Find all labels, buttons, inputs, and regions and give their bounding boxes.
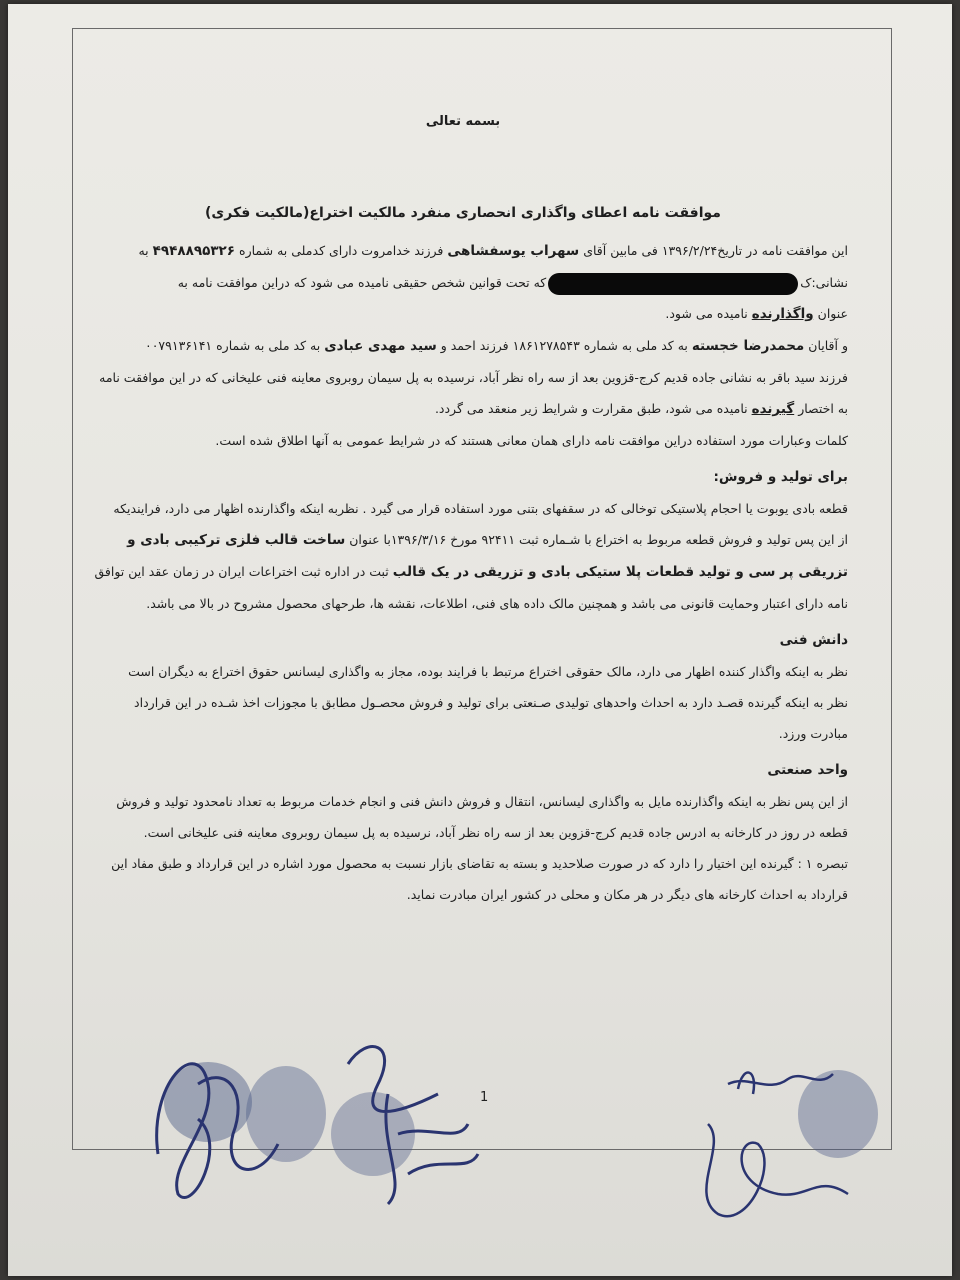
section-industrial-line-1: از این پس نظر به اینکه واگذارنده مایل به واگذاری لیسانس، انتقال و فروش دانش فنی و انجام خدمات مربوط به تعداد نامحدود تولید و فروش	[116, 794, 848, 809]
document-heading: بسمه تعالی	[425, 114, 501, 129]
party3-name: سید مهدی عبادی	[324, 338, 437, 354]
section-knowhow-line-2: نظر به اینکه گیرنده قصـد دارد به احداث واحدهای تولیدی صـنعتی برای تولید و فروش محصـول مطابق با مجوزات اخذ شـده در این قرارداد	[134, 695, 848, 710]
section-knowhow-heading: دانش فنی	[779, 632, 848, 648]
section-industrial-line-4: قرارداد به احداث کارخانه های دیگر در هر مکان و محلی در کشور ایران مبادرت نماید.	[406, 887, 848, 902]
section-industrial-line-2: قطعه در روز در کارخانه به ادرس جاده قدیم کرج-قزوین بعد از سه راه نظر آباد، نرسیده به پل سیمان روبروی معاینه فنی علیخانی است.	[143, 825, 848, 840]
party1-name: سهراب یوسفشاهی	[447, 243, 580, 259]
intro-line-4: و آقایان محمدرضا خجسته به کد ملی به شماره ۱۸۶۱۲۷۸۵۴۳ فرزند احمد و سید مهدی عبادی به کد ملی به شماره ۰۰۷۹۱۳۶۱۴۱	[145, 338, 848, 354]
section-production-line-2: از این پس تولید و فروش قطعه مربوط به اختراع با شـماره ثبت ۹۲۴۱۱ مورخ ۱۳۹۶/۳/۱۶با عنوان ساخت قالب فلزی ترکیبی بادی و	[127, 532, 848, 548]
party2-name: محمدرضا خجسته	[691, 338, 805, 354]
fingerprint-right	[798, 1070, 878, 1158]
section-industrial-heading: واحد صنعتی	[767, 762, 848, 778]
section-production-line-1: قطعه بادی یوبوت یا احجام پلاستیکی توخالی که در سقفهای بتنی مورد استفاده قرار می گیرد . نظربه اینکه واگذارنده اظهار می دارد، فرایندیکه	[113, 501, 848, 516]
patent-title-part-2: تزریقی پر سی و تولید قطعات پلا ستیکی بادی و تزریقی در یک قالب	[392, 564, 848, 580]
patent-title-part-1: ساخت قالب فلزی ترکیبی بادی و	[127, 532, 346, 548]
signature-right	[648, 1044, 898, 1234]
signature-left	[138, 1024, 498, 1234]
party1-national-id: ۴۹۴۸۸۹۵۳۲۶	[152, 243, 236, 259]
section-knowhow-line-1: نظر به اینکه واگذار کننده اظهار می دارد، مالک حقوقی اختراع مرتبط با فرایند بوده، مجاز به واگذاری لیسانس حقوق اختراع به دیگران است	[128, 664, 848, 679]
role-assignee: گیرنده	[751, 401, 795, 417]
section-production-line-4: نامه دارای اعتبار وحمایت قانونی می باشد و همچنین مالک داده های فنی، اطلاعات، نقشه ها، طرحهای محصول مشروح در بالا می باشد.	[146, 596, 848, 611]
page-number: 1	[480, 1090, 489, 1105]
intro-line-1: این موافقت نامه در تاریخ۱۳۹۶/۲/۲۴ فی مابین آقای سهراب یوسفشاهی فرزند خدامروت دارای کدملی به شماره ۴۹۴۸۸۹۵۳۲۶ به	[138, 243, 848, 259]
intro-line-7: کلمات وعبارات مورد استفاده دراین موافقت نامه دارای همان معانی هستند که در شرایط عمومی به آنها اطلاق شده است.	[215, 433, 848, 448]
fingerprint-left-2	[246, 1066, 326, 1162]
redaction-mark	[548, 273, 798, 295]
intro-line-2: نشانی:ککه تحت قوانین شخص حقیقی نامیده می شود که دراین موافقت نامه به	[78, 267, 848, 298]
section-industrial-line-3: تبصره ۱ : گیرنده این اختیار را دارد که در صورت صلاحدید و بسته به تقاضای بازار نسبت به محصول مورد اشاره در این قرارداد و طبق مفاد این	[111, 856, 848, 871]
intro-line-3: عنوان واگذارنده نامیده می شود.	[665, 306, 848, 322]
document-body	[78, 114, 848, 910]
section-knowhow-line-3: مبادرت ورزد.	[778, 726, 848, 741]
role-assignor: واگذارنده	[751, 306, 814, 322]
document-title: موافقت نامه اعطای واگذاری انحصاری منفرد مالکیت اختراع(مالکیت فکری)	[205, 205, 721, 221]
document-page	[8, 4, 952, 1276]
section-production-line-3: تزریقی پر سی و تولید قطعات پلا ستیکی بادی و تزریقی در یک قالب ثبت در اداره ثبت اختراعات ایران در زمان عقد این توافق	[94, 564, 848, 580]
intro-line-5: فرزند سید باقر به نشانی جاده قدیم کرج-قزوین بعد از سه راه نظر آباد، نرسیده به پل سیمان روبروی معاینه فنی علیخانی که در این موافقت نامه	[99, 370, 848, 385]
section-production-heading: برای تولید و فروش:	[713, 469, 848, 485]
intro-line-6: به اختصار گیرنده نامیده می شود، طبق مقرارت و شرایط زیر منعقد می گردد.	[434, 401, 848, 417]
